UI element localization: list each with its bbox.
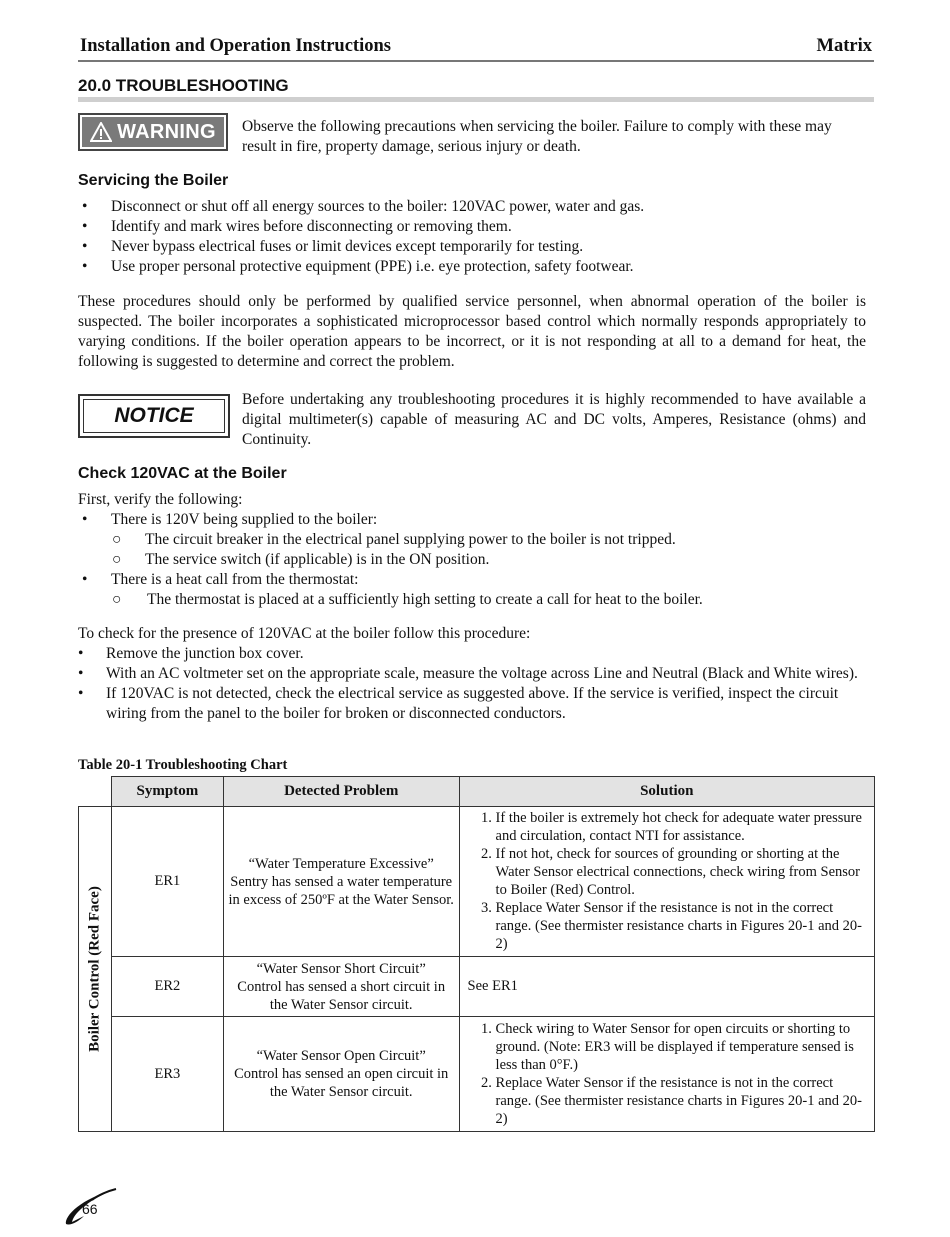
problem-title: “Water Sensor Short Circuit” <box>256 960 426 977</box>
list-item: 1. If the boiler is extremely hot check for adequate water pressure and circulation, contact NTI for assistance. <box>496 809 866 845</box>
symptom-cell: ER3 <box>111 1017 223 1132</box>
symptom-cell: ER2 <box>111 957 223 1017</box>
list-item: • If 120VAC is not detected, check the electrical service as suggested above. If the service is verified, inspect the circuit wiring from the panel to the boiler for broken or disconnected conductors. <box>78 685 839 722</box>
list-item: • Never bypass electrical fuses or limit devices except temporarily for testing. <box>82 238 584 255</box>
list-item: • There is 120V being supplied to the boiler: <box>82 511 378 528</box>
solution-cell: See ER1 <box>459 957 874 1017</box>
list-item: 3. Replace Water Sensor if the resistance is not in the correct range. (See thermister resistance charts in Figures 20-1 and 20-2) <box>496 899 866 953</box>
group-label-cell <box>79 807 112 1132</box>
notice-badge <box>78 394 230 438</box>
header-detected-problem: Detected Problem <box>223 777 459 807</box>
procedure-list <box>78 644 864 724</box>
list-item: ○ The circuit breaker in the electrical panel supplying power to the boiler is not tripped. <box>112 531 676 548</box>
table-corner-cell <box>79 777 112 807</box>
list-item: 2. Replace Water Sensor if the resistance is not in the correct range. (See thermister resistance charts in Figures 20-1 and 20-2) <box>496 1074 866 1128</box>
section-title: 20.0 TROUBLESHOOTING <box>78 76 289 95</box>
solution-cell <box>459 1017 874 1132</box>
solution-cell <box>459 807 874 957</box>
list-item: • Remove the junction box cover. <box>78 645 304 662</box>
page-header <box>78 36 874 62</box>
check-intro: First, verify the following: <box>78 491 243 508</box>
check-heading: Check 120VAC at the Boiler <box>78 465 287 482</box>
table-row <box>79 807 875 957</box>
list-item: • Use proper personal protective equipment (PPE) i.e. eye protection, safety footwear. <box>82 258 634 275</box>
warning-label: WARNING <box>117 120 216 143</box>
section-divider <box>78 97 874 102</box>
verify-list <box>82 510 872 610</box>
solution-list <box>468 809 866 953</box>
list-item: 2. If not hot, check for sources of grounding or shorting at the Water Sensor electrical connections, check wiring from Sensor to Boiler (Red) Control. <box>496 845 866 899</box>
list-item: • Identify and mark wires before disconnecting or removing them. <box>82 218 512 235</box>
servicing-list <box>82 197 872 277</box>
header-solution: Solution <box>459 777 874 807</box>
problem-cell <box>223 807 459 957</box>
list-item: • There is a heat call from the thermostat: <box>82 571 359 588</box>
warning-triangle-icon <box>90 122 112 142</box>
list-item: • With an AC voltmeter set on the appropriate scale, measure the voltage across Line and Neutral (Black and White wires). <box>78 665 858 682</box>
notice-label: NOTICE <box>83 399 225 433</box>
table-row <box>79 957 875 1017</box>
table-caption: Table 20-1 Troubleshooting Chart <box>78 757 288 773</box>
servicing-paragraph: These procedures should only be performed by qualified service personnel, when abnormal operation of the boiler is suspected. The boiler incorporates a sophisticated microprocessor based control which normally responds appropriately to varying conditions. If the boiler operation appears to be incorrect, or it is not responding at all to a demand for heat, the following is suggested to determine and correct the problem. <box>78 293 866 370</box>
troubleshooting-table <box>78 776 875 1132</box>
warning-text: Observe the following precautions when servicing the boiler. Failure to comply with these may result in fire, property damage, serious injury or death. <box>242 118 832 155</box>
document-title: Installation and Operation Instructions <box>80 36 391 56</box>
servicing-heading: Servicing the Boiler <box>78 172 229 189</box>
table-row <box>79 1017 875 1132</box>
problem-title: “Water Sensor Open Circuit” <box>256 1048 426 1064</box>
list-item: • Disconnect or shut off all energy sources to the boiler: 120VAC power, water and gas. <box>82 198 645 215</box>
problem-title: “Water Temperature Excessive” <box>248 855 434 872</box>
notice-text: Before undertaking any troubleshooting procedures it is highly recommended to have available a digital multimeter(s) capable of measuring AC and DC volts, Amperes, Resistance (ohms) and Continuity. <box>242 391 866 448</box>
header-symptom: Symptom <box>111 777 223 807</box>
solution-list <box>468 1020 866 1128</box>
list-item: 1. Check wiring to Water Sensor for open circuits or shorting to ground. (Note: ER3 will be displayed if temperature sensed is less than 0°F.) <box>496 1020 866 1074</box>
list-item: ○ The thermostat is placed at a sufficiently high setting to create a call for heat to the boiler. <box>112 591 703 608</box>
problem-text: Control has sensed a short circuit in the Water Sensor circuit. <box>237 978 446 1013</box>
procedure-intro: To check for the presence of 120VAC at the boiler follow this procedure: <box>78 625 531 642</box>
table-header-row <box>79 777 875 807</box>
warning-badge <box>78 113 228 151</box>
product-name: Matrix <box>816 36 872 56</box>
problem-text: Sentry has sensed a water temperature in excess of 250ºF at the Water Sensor. <box>228 873 454 908</box>
symptom-cell: ER1 <box>111 807 223 957</box>
list-item: ○ The service switch (if applicable) is in the ON position. <box>112 551 490 568</box>
page-number: 66 <box>82 1201 98 1217</box>
problem-cell <box>223 957 459 1017</box>
problem-cell <box>223 1017 459 1132</box>
group-label: Boiler Control (Red Face) <box>86 886 103 1052</box>
problem-text: Control has sensed an open circuit in the Water Sensor circuit. <box>234 1066 449 1100</box>
